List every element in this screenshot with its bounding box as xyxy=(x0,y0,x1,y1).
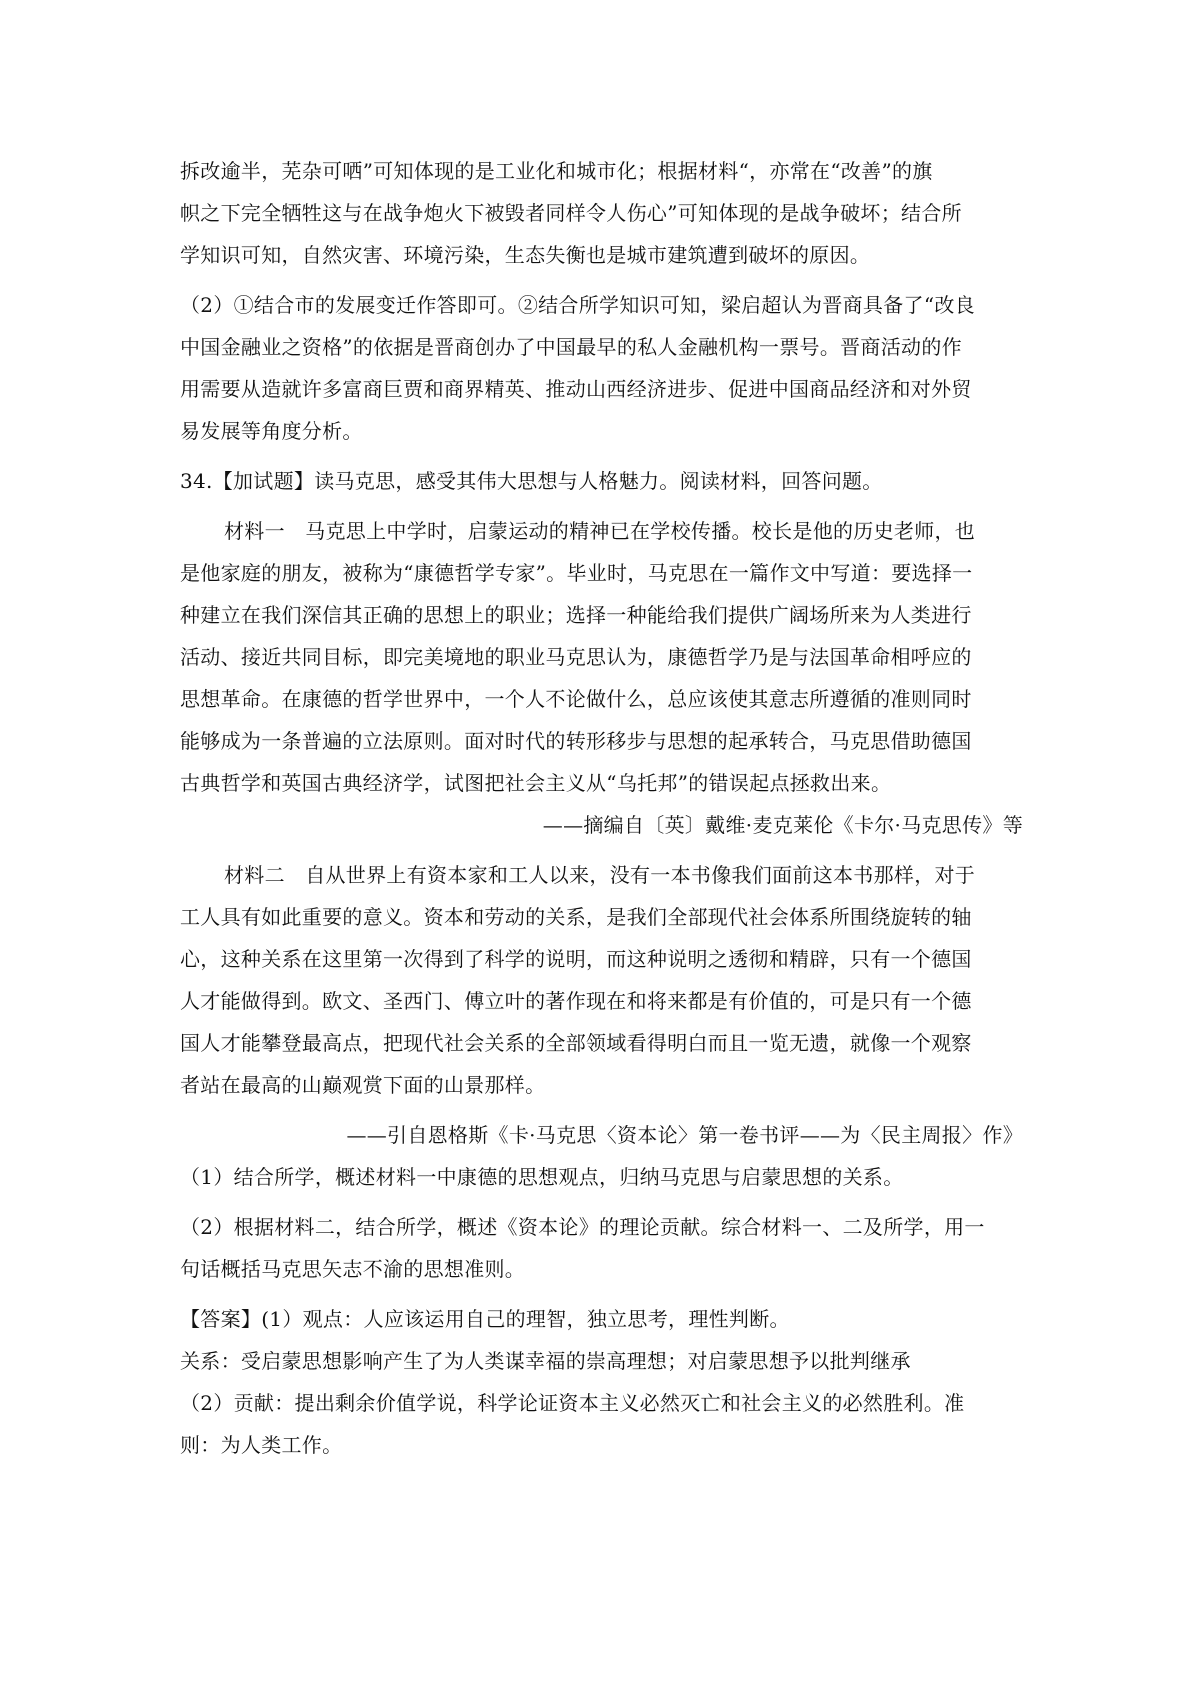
text-line: 思想革命。在康德的哲学世界中，一个人不论做什么，总应该使其意志所遵循的准则同时 xyxy=(180,687,972,711)
answer-section xyxy=(180,1298,1025,1466)
answer-line: 则：为人类工作。 xyxy=(180,1433,343,1457)
document-page xyxy=(180,150,1025,1466)
text-line: 用需要从造就许多富商巨贾和商界精英、推动山西经济进步、促进中国商品经济和对外贸 xyxy=(180,377,972,401)
text-line: 人才能做得到。欧文、圣西门、傅立叶的著作现在和将来都是有价值的，可是只有一个德 xyxy=(180,989,972,1013)
material-two-source: ——引自恩格斯《卡·马克思〈资本论〉第一卷书评——为〈民主周报〉作》 xyxy=(346,1123,1023,1147)
text-line: 材料二 自从世界上有资本家和工人以来，没有一本书像我们面前这本书那样，对于 xyxy=(224,863,976,887)
answer-line: 关系：受启蒙思想影响产生了为人类谋幸福的崇高理想；对启蒙思想予以批判继承 xyxy=(180,1349,911,1373)
sub-question: （1）结合所学，概述材料一中康德的思想观点，归纳马克思与启蒙思想的关系。 xyxy=(180,1165,904,1189)
text-line: 材料一 马克思上中学时，启蒙运动的精神已在学校传播。校长是他的历史老师，也 xyxy=(224,519,976,543)
text-line: 工人具有如此重要的意义。资本和劳动的关系，是我们全部现代社会体系所围绕旋转的轴 xyxy=(180,905,972,929)
text-line: 国人才能攀登最高点，把现代社会关系的全部领域看得明白而且一览无遗，就像一个观察 xyxy=(180,1031,972,1055)
question-title: 34.【加试题】读马克思，感受其伟大思想与人格魅力。阅读材料，回答问题。 xyxy=(180,469,883,493)
sub-questions xyxy=(180,1156,1025,1290)
sub-question: （2）根据材料二，结合所学，概述《资本论》的理论贡献。综合材料一、二及所学，用一 xyxy=(180,1215,985,1239)
text-line: 中国金融业之资格”的依据是晋商创办了中国最早的私人金融机构一票号。晋商活动的作 xyxy=(180,335,962,359)
material-two xyxy=(180,854,1025,1106)
text-line: 帜之下完全牺牲这与在战争炮火下被毁者同样令人伤心”可知体现的是战争破坏；结合所 xyxy=(180,201,962,225)
material-one xyxy=(180,510,1025,804)
answer-line: （2）贡献：提出剩余价值学说，科学论证资本主义必然灭亡和社会主义的必然胜利。准 xyxy=(180,1391,965,1415)
text-line: 学知识可知，自然灾害、环境污染，生态失衡也是城市建筑遭到破坏的原因。 xyxy=(180,243,871,267)
text-line: 者站在最高的山巅观赏下面的山景那样。 xyxy=(180,1073,546,1097)
text-line: 拆改逾半，芜杂可哂”可知体现的是工业化和城市化；根据材料“，亦常在“改善”的旗 xyxy=(180,159,933,183)
text-line: 古典哲学和英国古典经济学，试图把社会主义从“乌托邦”的错误起点拯救出来。 xyxy=(180,771,892,795)
text-line: 能够成为一条普遍的立法原则。面对时代的转形移步与思想的起承转合，马克思借助德国 xyxy=(180,729,972,753)
text-line: （2）①结合市的发展变迁作答即可。②结合所学知识可知，梁启超认为晋商具备了“改良 xyxy=(180,293,975,317)
text-line: 种建立在我们深信其正确的思想上的职业；选择一种能给我们提供广阔场所来为人类进行 xyxy=(180,603,972,627)
answer-line: 【答案】(1）观点：人应该运用自己的理智，独立思考，理性判断。 xyxy=(180,1307,790,1331)
material-one-source: ——摘编自〔英〕戴维·麦克莱伦《卡尔·马克思传》等 xyxy=(542,813,1023,837)
text-line: 心，这种关系在这里第一次得到了科学的说明，而这种说明之透彻和精辟，只有一个德国 xyxy=(180,947,972,971)
text-line: 是他家庭的朋友，被称为“康德哲学专家”。毕业时，马克思在一篇作文中写道：要选择一 xyxy=(180,561,973,585)
sub-question: 句话概括马克思矢志不渝的思想准则。 xyxy=(180,1257,526,1281)
analysis-part2-paragraph xyxy=(180,284,1025,452)
text-line: 易发展等角度分析。 xyxy=(180,419,363,443)
analysis-paragraph xyxy=(180,150,1025,276)
text-line: 活动、接近共同目标，即完美境地的职业马克思认为，康德哲学乃是与法国革命相呼应的 xyxy=(180,645,972,669)
